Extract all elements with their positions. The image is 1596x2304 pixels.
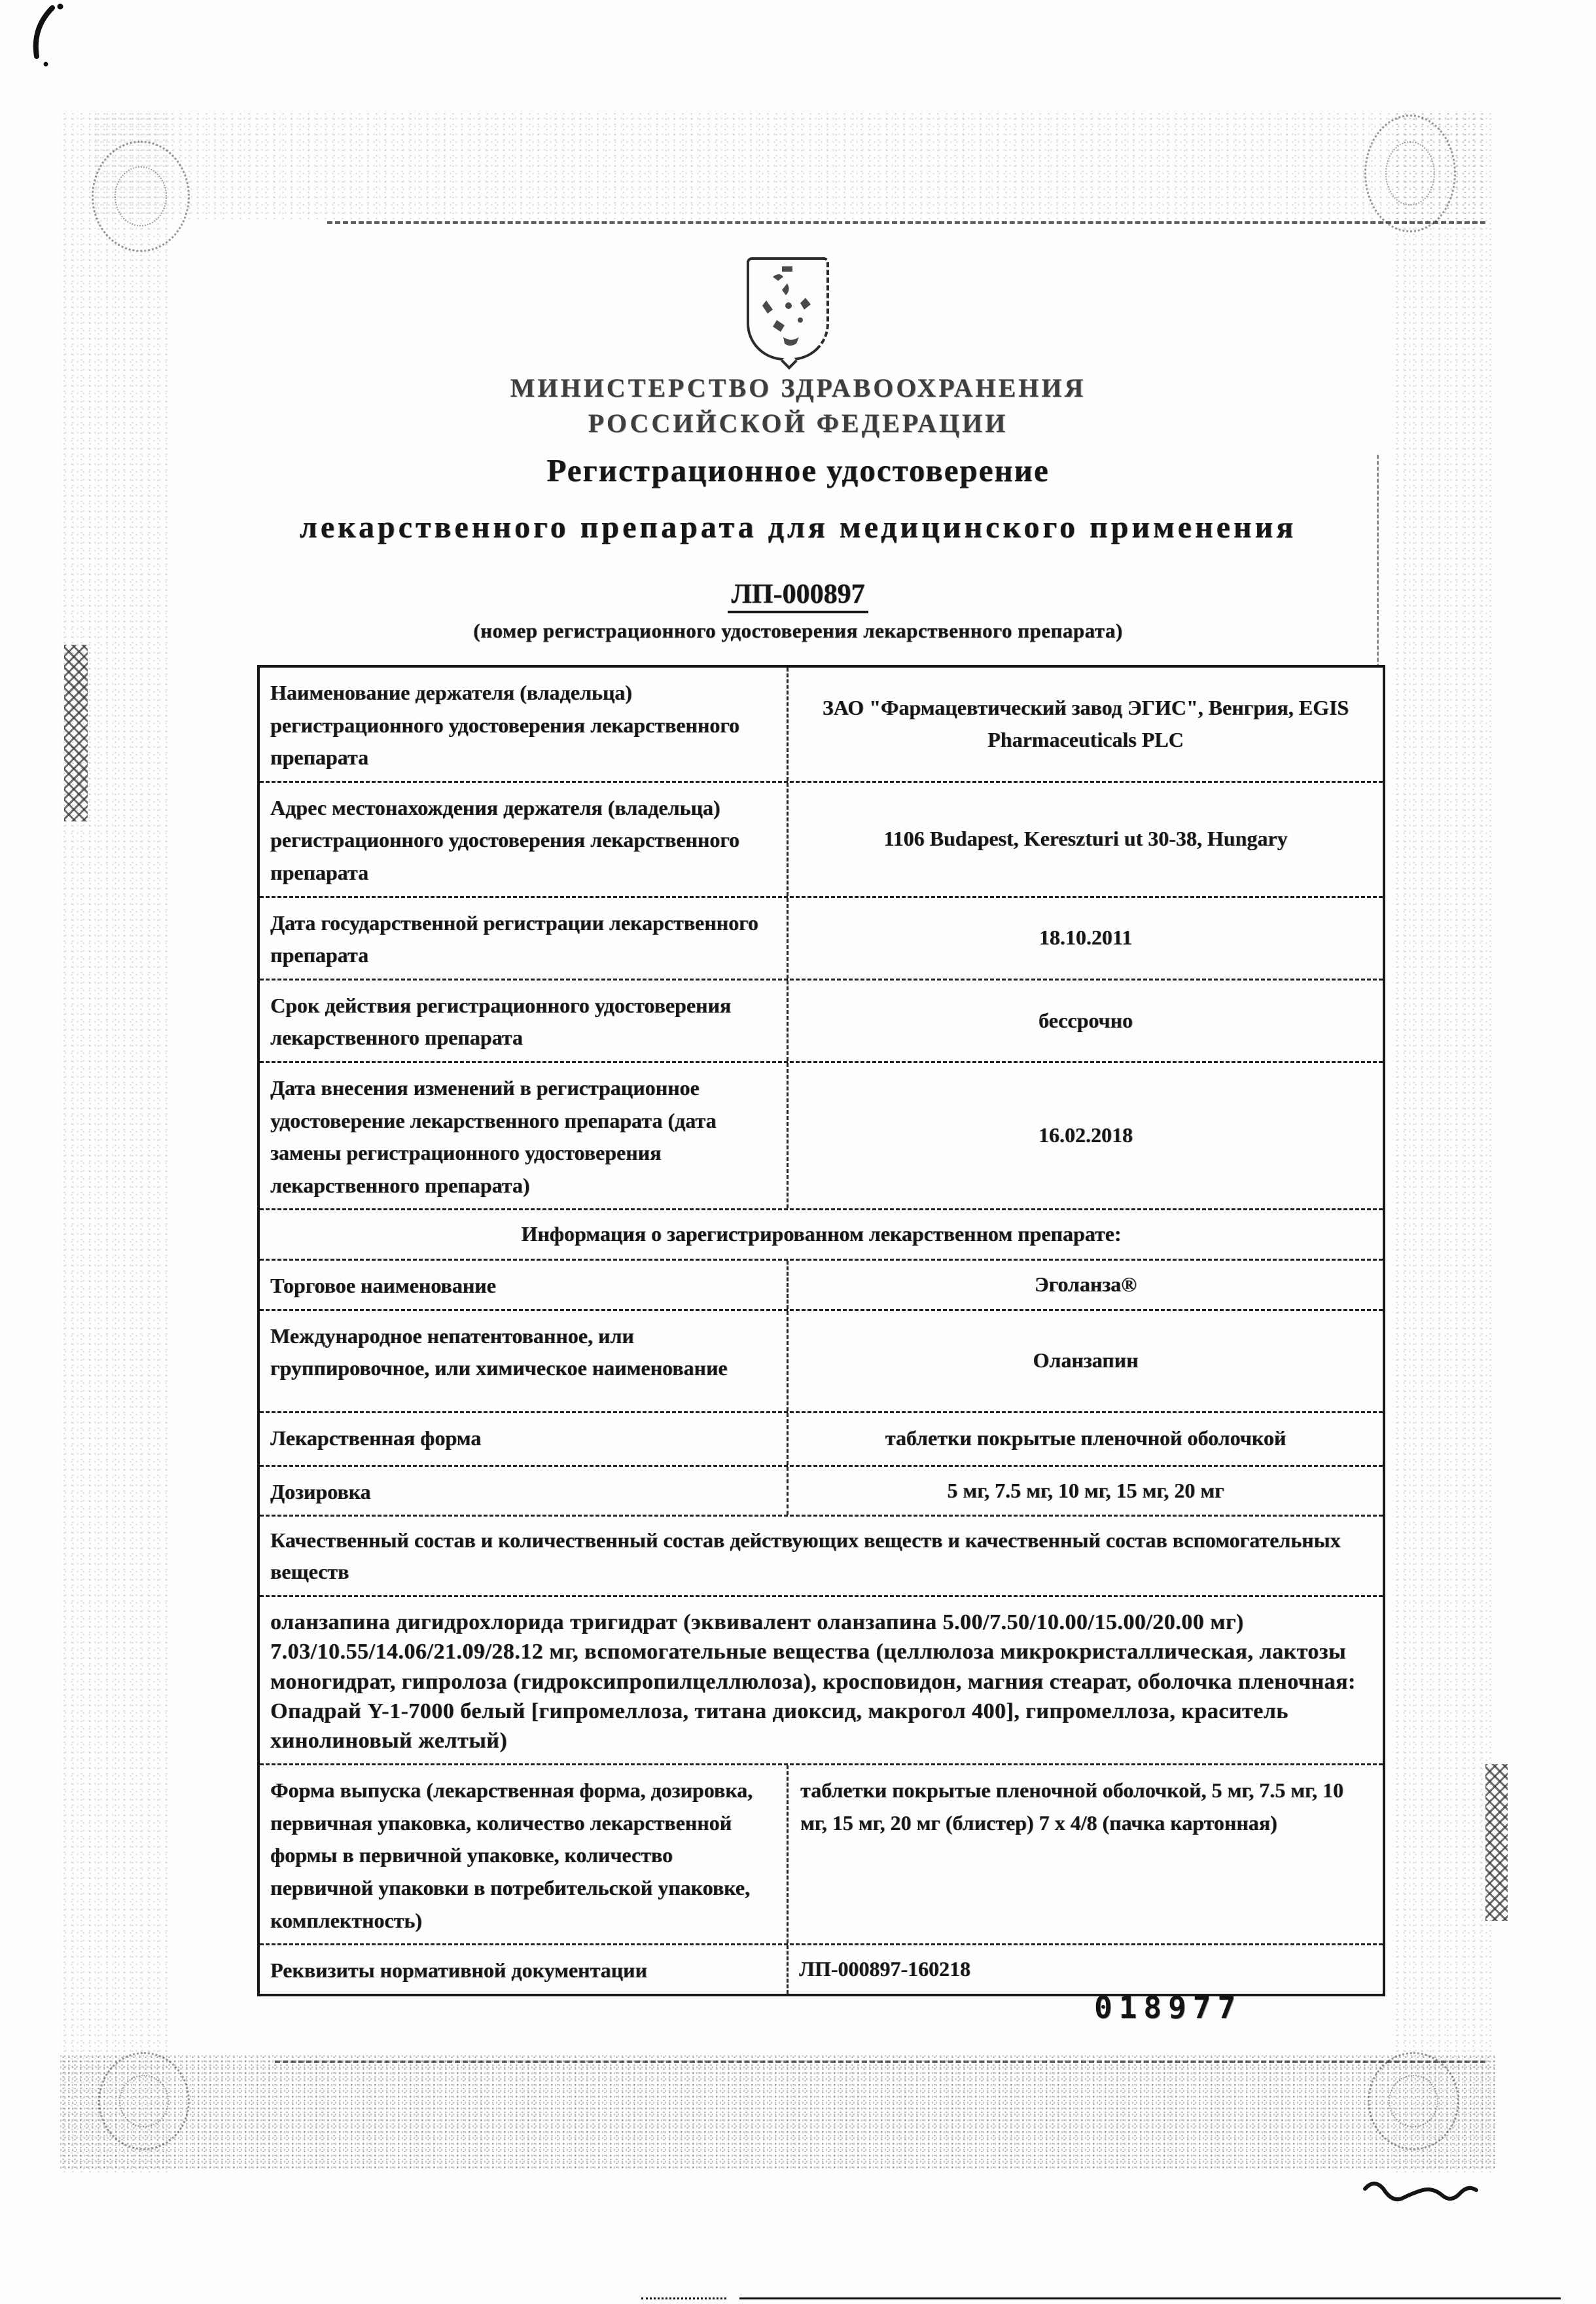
russia-coat-of-arms [747, 257, 829, 361]
corner-rosette-top-left [92, 141, 190, 252]
registration-number-caption: (номер регистрационного удостоверения лекарственного препарата) [473, 619, 1123, 642]
row-label: Срок действия регистрационного удостоверения лекарственного препарата [260, 981, 789, 1061]
section-heading: Информация о зарегистрированном лекарственном препарате: [521, 1222, 1122, 1246]
frame-band-top [92, 111, 1485, 219]
corner-rosette-bottom-left [98, 2052, 190, 2150]
table-row [260, 896, 1383, 979]
row-value: Эголанза® [1034, 1272, 1137, 1296]
handwritten-checkmark [12, 1, 84, 73]
row-label: Торговое наименование [260, 1261, 789, 1309]
ministry-name [0, 370, 1596, 441]
row-value: ЛП-000897-160218 [799, 1957, 971, 1981]
row-value: таблетки покрытые пленочной оболочкой, 5 мг, 7.5 мг, 10 мг, 15 мг, 20 мг (блистер) 7 х 4/8 (пачка картонная) [800, 1778, 1343, 1835]
table-row [260, 1763, 1383, 1943]
table-row [260, 1943, 1383, 1994]
row-value: 16.02.2018 [1038, 1123, 1133, 1147]
table-paragraph-row [260, 1595, 1383, 1763]
document-title-line-2: лекарственного препарата для медицинского применения [299, 510, 1297, 545]
row-value: Оланзапин [1033, 1348, 1139, 1373]
row-value: 5 мг, 7.5 мг, 10 мг, 15 мг, 20 мг [947, 1478, 1224, 1502]
corner-rosette-bottom-right [1368, 2052, 1459, 2150]
registration-details-table [257, 665, 1385, 1996]
frame-band-bottom [60, 2055, 1497, 2170]
row-label: Дозировка [260, 1467, 789, 1515]
document-title-line-1: Регистрационное удостоверение [546, 452, 1050, 488]
row-value: 18.10.2011 [1038, 926, 1133, 950]
guilloche-zigzag-left [64, 645, 88, 821]
guilloche-zigzag-right [1485, 1764, 1508, 1921]
row-value: ЗАО "Фармацевтический завод ЭГИС", Венгрия, EGIS Pharmaceuticals PLC [822, 695, 1349, 752]
scanner-edge-line [739, 2297, 1561, 2299]
table-row [260, 781, 1383, 896]
section-heading: Качественный состав и количественный состав действующих веществ и качественный состав вспомогательных веществ [270, 1528, 1341, 1584]
frame-rule-top [327, 221, 1485, 224]
row-value: 1106 Budapest, Kereszturi ut 30-38, Hungary [883, 827, 1288, 851]
table-section-row [260, 1515, 1383, 1595]
table-section-row [260, 1208, 1383, 1259]
table-row [260, 1061, 1383, 1208]
row-value: таблетки покрытые пленочной оболочкой [885, 1426, 1286, 1450]
row-label: Реквизиты нормативной документации [260, 1945, 789, 1994]
table-row [260, 1411, 1383, 1465]
composition-text: оланзапина дигидрохлорида тригидрат (эквивалент оланзапина 5.00/7.50/10.00/15.00/20.00 мг) 7.03/10.55/14.06/21.09/28.12 мг, вспомогательные вещества (целлюлоза микрокристаллическая, лактозы моногидрат, гипролоза (гидроксипропилцеллюлоза), кросповидон, магния стеарат, оболочка пленочная: Опадрай Y-1-7000 белый [гипромеллоза, титана диоксид, макрогол 400], гипромеллоза, краситель хинолиновый желтый) [270, 1610, 1356, 1753]
table-row [260, 1465, 1383, 1515]
scanner-edge-dots [641, 2297, 726, 2299]
ministry-line-1: МИНИСТЕРСТВО ЗДРАВООХРАНЕНИЯ [510, 373, 1086, 403]
row-label: Дата государственной регистрации лекарственного препарата [260, 898, 789, 979]
row-label: Лекарственная форма [260, 1413, 789, 1465]
stamp-number: 018977 [1094, 1990, 1243, 2025]
table-row [260, 668, 1383, 781]
scan-squiggle-mark [1362, 2181, 1493, 2203]
row-label: Дата внесения изменений в регистрационное удостоверение лекарственного препарата (дата замены регистрационного удостоверения лекарственного препарата) [260, 1063, 789, 1208]
ministry-line-2: РОССИЙСКОЙ ФЕДЕРАЦИИ [588, 408, 1008, 438]
table-row [260, 1309, 1383, 1411]
table-row [260, 979, 1383, 1061]
corner-rosette-top-right [1364, 115, 1456, 232]
row-label: Наименование держателя (владельца) регистрационного удостоверения лекарственного препарата [260, 668, 789, 781]
registration-number: ЛП-000897 [0, 579, 1596, 610]
table-row [260, 1259, 1383, 1309]
row-label: Международное непатентованное, или группировочное, или химическое наименование [260, 1311, 789, 1411]
row-label: Адрес местонахождения держателя (владельца) регистрационного удостоверения лекарственного препарата [260, 783, 789, 896]
eagle-figure [749, 260, 826, 358]
row-value: бессрочно [1038, 1008, 1133, 1032]
frame-rule-bottom [275, 2061, 1485, 2063]
row-label: Форма выпуска (лекарственная форма, дозировка, первичная упаковка, количество лекарственной формы в первичной упаковке, количество первичной упаковки в потребительской упаковке, комплектность) [260, 1765, 789, 1943]
